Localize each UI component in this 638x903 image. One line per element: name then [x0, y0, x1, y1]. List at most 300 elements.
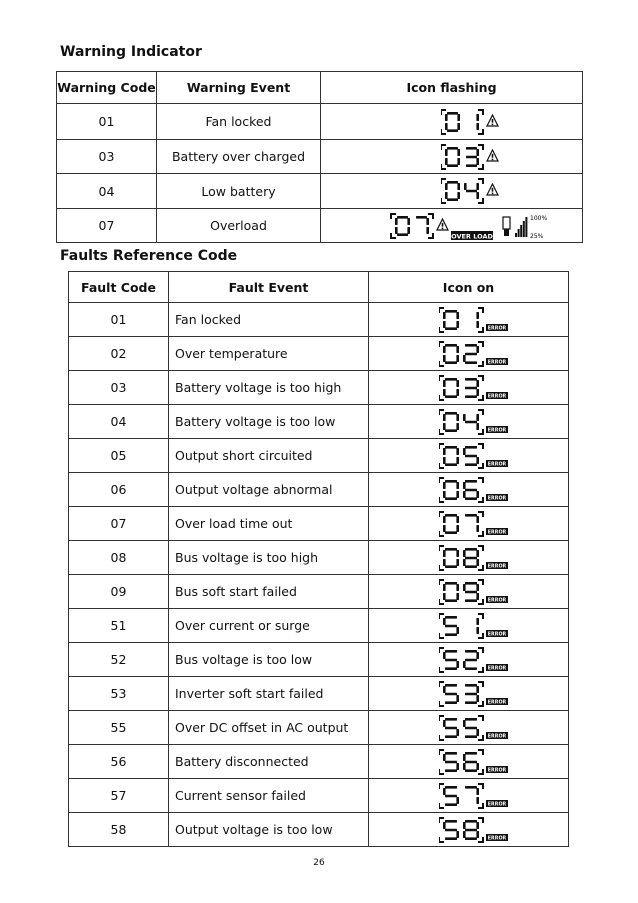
warning-icon-cell [321, 140, 583, 174]
segment-c [476, 763, 479, 770]
error-label: ERROR [487, 326, 507, 331]
segment-b [476, 516, 479, 523]
segment-f [443, 380, 446, 387]
segment-f [443, 482, 446, 489]
fault-event: Output voltage abnormal [169, 473, 369, 507]
segment-a [465, 446, 477, 449]
fault-event: Battery voltage is too low [169, 405, 369, 439]
error-label: ERROR [487, 394, 507, 399]
error-label: ERROR [487, 360, 507, 365]
segment-f [463, 482, 466, 489]
warning-row [57, 209, 583, 243]
segment-b [456, 380, 459, 387]
segment-a [445, 684, 457, 687]
segment-c [456, 695, 459, 702]
left-bracket [439, 750, 444, 774]
segment-b [456, 312, 459, 319]
segment-f [463, 822, 466, 829]
left-bracket [439, 682, 444, 706]
segment-b [476, 183, 479, 190]
segment-e [443, 593, 446, 600]
fault-row [69, 371, 569, 405]
error-label: ERROR [487, 734, 507, 739]
segment-c [476, 831, 479, 838]
segment-d [445, 565, 457, 568]
segment-d [465, 395, 477, 398]
fault-code: 53 [69, 677, 169, 711]
segment-e [443, 321, 446, 328]
fault-display-icon [439, 373, 513, 403]
segment-g [465, 454, 477, 457]
load-bar [525, 217, 527, 237]
left-bracket [439, 376, 444, 400]
fault-event: Over load time out [169, 507, 369, 541]
fault-code: 51 [69, 609, 169, 643]
fault-row [69, 779, 569, 813]
segment-f [445, 114, 448, 121]
segment-f [443, 788, 446, 795]
error-label: ERROR [487, 632, 507, 637]
fault-event: Bus voltage is too low [169, 643, 369, 677]
segment-e [445, 123, 448, 130]
left-bracket [441, 179, 446, 203]
segment-g [465, 420, 477, 423]
segment-g [465, 352, 477, 355]
fault-icon-cell [369, 609, 569, 643]
fault-row [69, 303, 569, 337]
segment-d [465, 463, 477, 466]
icon-flashing-header: Icon flashing [321, 72, 583, 104]
load-bar [518, 229, 520, 237]
right-bracket [478, 614, 483, 638]
fault-row [69, 439, 569, 473]
segment-f [463, 720, 466, 727]
fault-icon-cell [369, 303, 569, 337]
segment-c [476, 491, 479, 498]
left-bracket [441, 145, 446, 169]
segment-b [457, 114, 460, 121]
segment-b [476, 149, 479, 156]
segment-a [465, 378, 477, 381]
segment-g [465, 590, 477, 593]
segment-c [476, 321, 479, 328]
warning-display-icon [441, 176, 511, 206]
segment-d [445, 769, 457, 772]
segment-c [457, 158, 460, 165]
segment-b [456, 448, 459, 455]
fault-icon-cell [369, 473, 569, 507]
segment-b [456, 346, 459, 353]
right-bracket [478, 580, 483, 604]
segment-d [445, 837, 457, 840]
faults-title: Faults Reference Code [60, 248, 238, 264]
warning-code: 07 [57, 209, 157, 243]
segment-d [465, 701, 477, 704]
fault-table [68, 271, 569, 847]
right-bracket [478, 784, 483, 808]
warning-icon-cell [321, 104, 583, 140]
warning-row [57, 104, 583, 140]
segment-e [463, 763, 466, 770]
warning-icon-cell [321, 174, 583, 209]
segment-c [456, 423, 459, 430]
fault-display-icon [439, 441, 513, 471]
fault-display-icon [439, 781, 513, 811]
fault-event: Bus voltage is too high [169, 541, 369, 575]
segment-b [476, 618, 479, 625]
fault-display-icon [439, 713, 513, 743]
fault-icon-cell [369, 575, 569, 609]
segment-c [456, 729, 459, 736]
segment-d [465, 565, 477, 568]
right-bracket [478, 478, 483, 502]
segment-a [445, 446, 457, 449]
fault-row [69, 507, 569, 541]
segment-c [476, 525, 479, 532]
segment-d [447, 129, 458, 132]
segment-b [476, 822, 479, 829]
segment-b [476, 312, 479, 319]
segment-f [463, 584, 466, 591]
fault-row [69, 337, 569, 371]
segment-e [443, 491, 446, 498]
right-bracket [478, 682, 483, 706]
left-bracket [439, 308, 444, 332]
segment-a [465, 650, 477, 653]
segment-c [476, 729, 479, 736]
segment-g [445, 726, 457, 729]
warning-event: Fan locked [157, 104, 321, 140]
segment-c [456, 593, 459, 600]
segment-d [447, 198, 458, 201]
segment-g [465, 760, 477, 763]
segment-g [465, 828, 477, 831]
segment-b [426, 218, 429, 225]
segment-e [443, 355, 446, 362]
segment-a [465, 582, 477, 585]
segment-d [465, 361, 477, 364]
segment-c [426, 227, 429, 234]
segment-a [465, 514, 477, 517]
left-bracket [439, 784, 444, 808]
segment-b [476, 652, 479, 659]
warning-event: Battery over charged [157, 140, 321, 174]
warning-row [57, 174, 583, 209]
fault-row [69, 745, 569, 779]
error-label: ERROR [487, 836, 507, 841]
segment-e [443, 525, 446, 532]
right-bracket [478, 648, 483, 672]
segment-f [463, 414, 466, 421]
segment-b [476, 114, 479, 121]
fault-event: Battery disconnected [169, 745, 369, 779]
segment-a [465, 684, 477, 687]
segment-e [463, 661, 466, 668]
segment-g [465, 488, 477, 491]
fault-event: Output voltage is too low [169, 813, 369, 847]
segment-b [407, 218, 410, 225]
segment-a [445, 480, 457, 483]
fault-display-icon [439, 543, 513, 573]
segment-e [443, 457, 446, 464]
fault-event: Inverter soft start failed [169, 677, 369, 711]
fault-row [69, 813, 569, 847]
warning-display-icon [441, 107, 511, 137]
fault-row [69, 575, 569, 609]
fault-icon-cell [369, 337, 569, 371]
error-label: ERROR [487, 768, 507, 773]
segment-g [466, 155, 477, 158]
segment-c [476, 695, 479, 702]
segment-f [395, 218, 398, 225]
segment-d [445, 599, 457, 602]
segment-a [445, 582, 457, 585]
segment-f [443, 652, 446, 659]
right-bracket [478, 179, 483, 203]
segment-c [456, 831, 459, 838]
segment-c [476, 158, 479, 165]
fault-event: Output short circuited [169, 439, 369, 473]
segment-a [447, 112, 458, 115]
segment-d [466, 164, 477, 167]
right-bracket [478, 750, 483, 774]
segment-a [445, 650, 457, 653]
segment-c [457, 192, 460, 199]
segment-b [457, 149, 460, 156]
fault-code: 07 [69, 507, 169, 541]
segment-g [445, 658, 457, 661]
fault-code: 06 [69, 473, 169, 507]
segment-a [445, 412, 457, 415]
segment-f [445, 149, 448, 156]
warning-icon-cell [321, 209, 583, 243]
segment-c [476, 192, 479, 199]
segment-e [443, 423, 446, 430]
left-bracket [439, 716, 444, 740]
page-number: 26 [313, 858, 325, 868]
segment-f [443, 686, 446, 693]
segment-c [456, 797, 459, 804]
fault-display-icon [439, 577, 513, 607]
segment-e [463, 355, 466, 362]
fault-icon-cell [369, 779, 569, 813]
segment-g [466, 190, 477, 193]
segment-f [443, 720, 446, 727]
fault-display-icon [439, 645, 513, 675]
fault-code: 01 [69, 303, 169, 337]
segment-b [457, 183, 460, 190]
segment-g [445, 760, 457, 763]
fault-icon-cell [369, 711, 569, 745]
fault-code: 04 [69, 405, 169, 439]
fault-icon-cell [369, 813, 569, 847]
fault-display-icon [439, 407, 513, 437]
fault-event: Fan locked [169, 303, 369, 337]
segment-a [445, 310, 457, 313]
segment-e [443, 559, 446, 566]
warning-display-icon [441, 142, 511, 172]
segment-a [445, 344, 457, 347]
warning-table [56, 71, 583, 243]
segment-d [465, 667, 477, 670]
error-label: ERROR [487, 428, 507, 433]
fault-event: Current sensor failed [169, 779, 369, 813]
fault-event: Over DC offset in AC output [169, 711, 369, 745]
fault-icon-cell [369, 507, 569, 541]
segment-d [445, 497, 457, 500]
segment-d [445, 361, 457, 364]
warning-title: Warning Indicator [60, 44, 202, 60]
warning-event-header: Warning Event [157, 72, 321, 104]
fault-row [69, 541, 569, 575]
segment-a [465, 480, 477, 483]
segment-d [445, 429, 457, 432]
segment-f [443, 516, 446, 523]
fault-icon-cell [369, 677, 569, 711]
warning-event: Overload [157, 209, 321, 243]
fault-event-header: Fault Event [169, 272, 369, 303]
warning-code: 01 [57, 104, 157, 140]
warning-display-icon [381, 211, 601, 241]
right-bracket [478, 308, 483, 332]
right-bracket [478, 818, 483, 842]
segment-d [445, 803, 457, 806]
segment-d [445, 327, 457, 330]
error-label: ERROR [487, 564, 507, 569]
segment-c [456, 525, 459, 532]
segment-a [445, 548, 457, 551]
segment-e [445, 192, 448, 199]
segment-g [445, 828, 457, 831]
segment-d [445, 633, 457, 636]
segment-a [445, 378, 457, 381]
warning-code: 04 [57, 174, 157, 209]
fault-display-icon [439, 747, 513, 777]
segment-f [463, 550, 466, 557]
segment-c [456, 457, 459, 464]
right-bracket [478, 444, 483, 468]
segment-a [466, 147, 477, 150]
segment-d [397, 233, 408, 236]
segment-d [445, 667, 457, 670]
segment-a [465, 548, 477, 551]
fault-row [69, 405, 569, 439]
segment-a [445, 718, 457, 721]
segment-c [476, 389, 479, 396]
segment-a [445, 752, 457, 755]
segment-f [463, 448, 466, 455]
fault-icon-cell [369, 371, 569, 405]
fault-display-icon [439, 679, 513, 709]
fault-row [69, 711, 569, 745]
segment-c [476, 627, 479, 634]
fault-row [69, 473, 569, 507]
segment-f [464, 183, 467, 190]
left-bracket [439, 546, 444, 570]
segment-d [445, 463, 457, 466]
segment-a [416, 216, 427, 219]
load-bar [515, 233, 517, 237]
segment-b [476, 584, 479, 591]
bulb-icon [503, 217, 510, 229]
fault-icon-cell [369, 745, 569, 779]
left-bracket [391, 214, 396, 238]
right-bracket [478, 716, 483, 740]
segment-g [465, 658, 477, 661]
fault-row [69, 609, 569, 643]
segment-a [397, 216, 408, 219]
segment-c [456, 355, 459, 362]
segment-a [447, 147, 458, 150]
segment-c [456, 661, 459, 668]
segment-g [445, 692, 457, 695]
left-bracket [439, 342, 444, 366]
fault-event: Battery voltage is too high [169, 371, 369, 405]
segment-c [456, 627, 459, 634]
segment-a [447, 181, 458, 184]
segment-e [463, 559, 466, 566]
segment-f [443, 312, 446, 319]
segment-a [465, 718, 477, 721]
fault-display-icon [439, 475, 513, 505]
segment-c [407, 227, 410, 234]
segment-g [465, 386, 477, 389]
left-bracket [439, 648, 444, 672]
icon-on-header: Icon on [369, 272, 569, 303]
overload-label: OVER LOAD [451, 232, 493, 240]
segment-d [445, 701, 457, 704]
segment-a [465, 344, 477, 347]
fault-code: 52 [69, 643, 169, 677]
fault-code: 55 [69, 711, 169, 745]
segment-d [445, 735, 457, 738]
fault-icon-cell [369, 643, 569, 677]
segment-b [456, 516, 459, 523]
segment-c [457, 123, 460, 130]
warning-code-header: Warning Code [57, 72, 157, 104]
segment-a [445, 820, 457, 823]
segment-f [443, 822, 446, 829]
right-bracket [478, 145, 483, 169]
fault-code: 58 [69, 813, 169, 847]
segment-d [465, 497, 477, 500]
fault-icon-cell [369, 405, 569, 439]
segment-d [445, 395, 457, 398]
segment-f [445, 183, 448, 190]
right-bracket [478, 376, 483, 400]
segment-f [443, 550, 446, 557]
segment-c [476, 559, 479, 566]
segment-e [463, 491, 466, 498]
segment-e [445, 158, 448, 165]
fault-code: 05 [69, 439, 169, 473]
warning-event: Low battery [157, 174, 321, 209]
fault-display-icon [439, 509, 513, 539]
segment-b [456, 414, 459, 421]
load-bar [523, 221, 525, 237]
segment-b [456, 550, 459, 557]
pct-low-label: 25% [530, 232, 544, 240]
warning-code: 03 [57, 140, 157, 174]
segment-g [445, 794, 457, 797]
fault-display-icon [439, 611, 513, 641]
segment-c [456, 763, 459, 770]
segment-c [476, 423, 479, 430]
left-bracket [439, 444, 444, 468]
segment-f [443, 584, 446, 591]
segment-b [476, 550, 479, 557]
segment-d [465, 837, 477, 840]
